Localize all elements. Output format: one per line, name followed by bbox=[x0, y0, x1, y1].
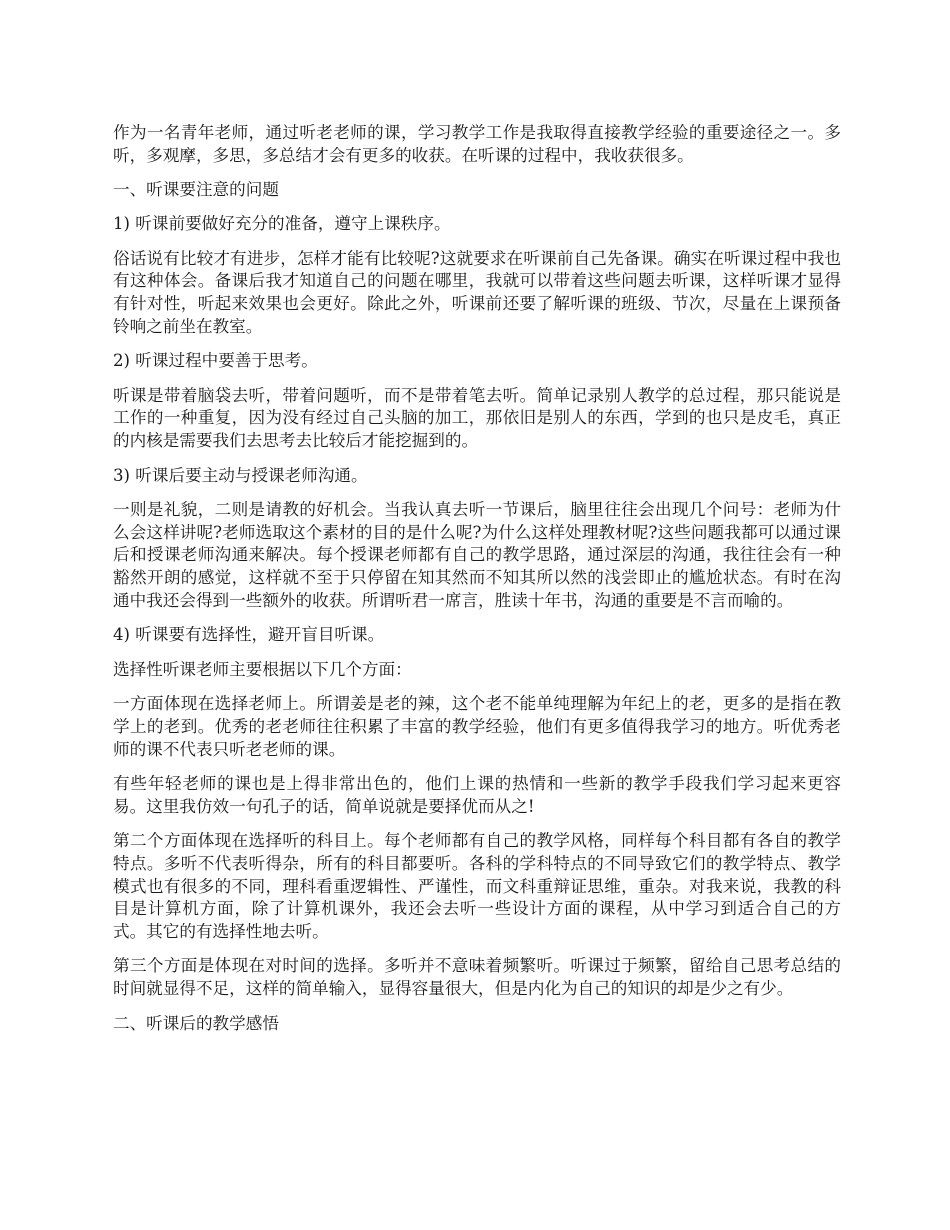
subheading-1: 1) 听课前要做好充分的准备，遵守上课秩序。 bbox=[113, 214, 451, 234]
body-paragraph: 听课是带着脑袋去听，带着问题听，而不是带着笔去听。简单记录别人教学的总过程，那只能说是工作的一种重复，因为没有经过自己头脑的加工，那依旧是别人的东西，学到的也只是皮毛，真正的内核是需要我们去思考去比较后才能挖掘到的。 bbox=[113, 385, 841, 451]
body-paragraph: 一方面体现在选择老师上。所谓姜是老的辣，这个老不能单纯理解为年纪上的老，更多的是指在教学上的老到。优秀的老老师往往积累了丰富的教学经验，他们有更多值得我学习的地方。听优秀老师的课不代表只听老老师的课。 bbox=[113, 693, 841, 759]
body-paragraph: 一则是礼貌，二则是请教的好机会。当我认真去听一节课后，脑里往往会出现几个问号：老师为什么会这样讲呢?老师选取这个素材的目的是什么呢?为什么这样处理教材呢?这些问题我都可以通过课后和授课老师沟通来解决。每个授课老师都有自己的教学思路，通过深层的沟通，我往往会有一种豁然开朗的感觉，这样就不至于只停留在知其然而不知其所以然的浅尝即止的尴尬状态。有时在沟通中我还会得到一些额外的收获。所谓听君一席言，胜读十年书，沟通的重要是不言而喻的。 bbox=[113, 499, 841, 611]
body-paragraph: 有些年轻老师的课也是上得非常出色的，他们上课的热情和一些新的教学手段我们学习起来更容易。这里我仿效一句孔子的话，简单说就是要择优而从之! bbox=[113, 773, 841, 816]
intro-paragraph: 作为一名青年老师，通过听老老师的课，学习教学工作是我取得直接教学经验的重要途径之一。多听，多观摩，多思，多总结才会有更多的收获。在听课的过程中，我收获很多。 bbox=[113, 123, 841, 165]
subheading-3: 3) 听课后要主动与授课老师沟通。 bbox=[113, 465, 368, 485]
body-paragraph: 第二个方面体现在选择听的科目上。每个老师都有自己的教学风格，同样每个科目都有各自的教学特点。多听不代表听得杂，所有的科目都要听。各科的学科特点的不同导致它们的教学特点、教学模式也有很多的不同，理科看重逻辑性、严谨性，而文科重辩证思维，重杂。对我来说，我教的科目是计算机方面，除了计算机课外，我还会去听一些设计方面的课程，从中学习到适合自己的方式。其它的有选择性地去听。 bbox=[113, 830, 841, 942]
section-heading-2: 二、听课后的教学感悟 bbox=[113, 1013, 279, 1033]
document-body bbox=[113, 122, 841, 1047]
body-paragraph: 第三个方面是体现在对时间的选择。多听并不意味着频繁听。听课过于频繁，留给自己思考总结的时间就显得不足，这样的简单输入，显得容量很大，但是内化为自己的知识的却是少之有少。 bbox=[113, 956, 841, 999]
section-heading-1: 一、听课要注意的问题 bbox=[113, 180, 279, 200]
subheading-4: 4) 听课要有选择性，避开盲目听课。 bbox=[113, 625, 385, 645]
subheading-2: 2) 听课过程中要善于思考。 bbox=[113, 351, 318, 371]
body-paragraph: 选择性听课老师主要根据以下几个方面： bbox=[113, 659, 412, 679]
body-paragraph: 俗话说有比较才有进步，怎样才能有比较呢?这就要求在听课前自己先备课。确实在听课过程中我也有这种体会。备课后我才知道自己的问题在哪里，我就可以带着这些问题去听课，这样听课才显得有针对性，听起来效果也会更好。除此之外，听课前还要了解听课的班级、节次，尽量在上课预备铃响之前坐在教室。 bbox=[113, 248, 841, 337]
